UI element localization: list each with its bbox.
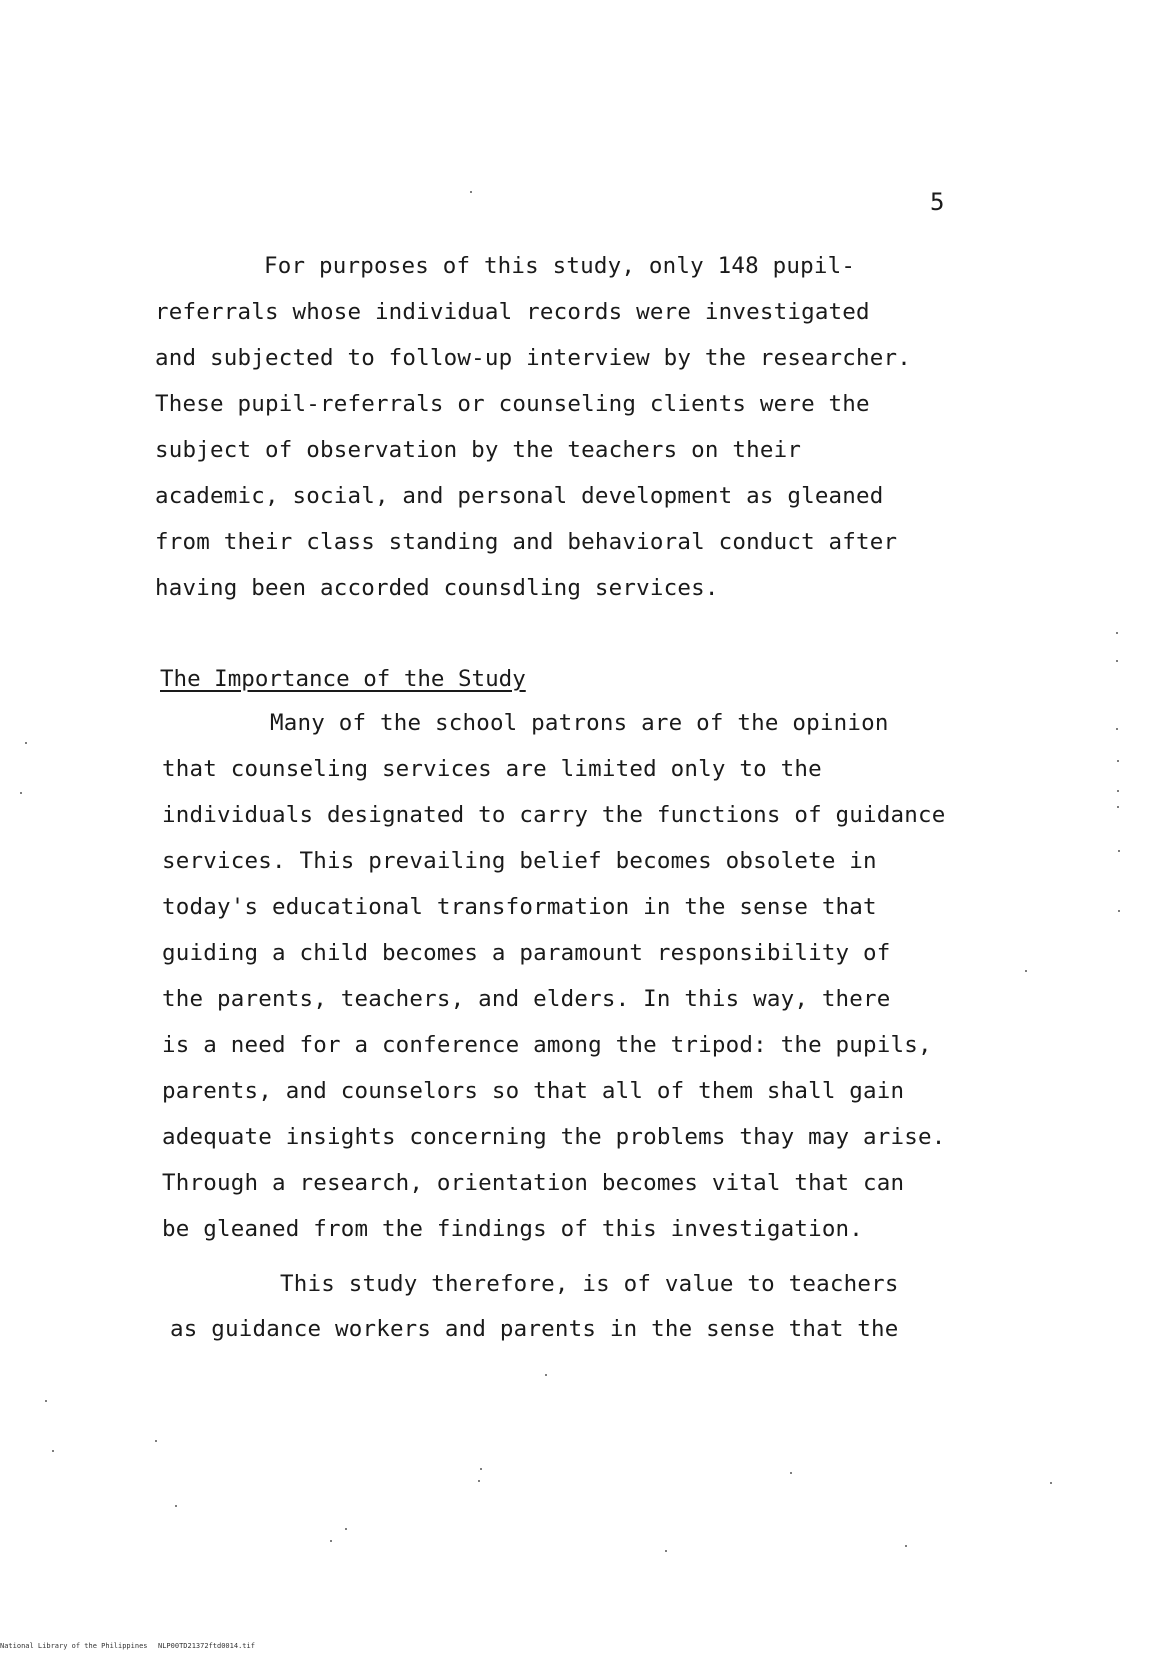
scan-speck: [20, 792, 22, 794]
scan-speck: [1050, 1482, 1052, 1484]
scan-speck: [665, 1550, 667, 1552]
text-line: from their class standing and behavioral conduct after: [155, 529, 898, 555]
page-number: 5: [930, 188, 945, 216]
scan-speck: [1117, 760, 1119, 762]
scan-speck: [1117, 806, 1119, 808]
scan-speck: [1118, 850, 1120, 852]
scan-speck: [1116, 728, 1118, 730]
text-line: adequate insights concerning the problems thay may arise.: [162, 1124, 946, 1150]
footer-library: National Library of the Philippines: [0, 1642, 148, 1650]
scan-speck: [1116, 632, 1118, 634]
footer-file-id: NLP00TD21372ftd0014.tif: [158, 1642, 255, 1650]
text-line: is a need for a conference among the tripod: the pupils,: [162, 1032, 932, 1058]
scan-speck: [1118, 910, 1120, 912]
text-line: These pupil-referrals or counseling clients were the: [155, 391, 870, 417]
text-line: guiding a child becomes a paramount responsibility of: [162, 940, 891, 966]
scan-speck: [345, 1528, 347, 1530]
text-line: subject of observation by the teachers on their: [155, 437, 802, 463]
text-line: For purposes of this study, only 148 pupil-: [264, 253, 856, 279]
text-line: that counseling services are limited only to the: [162, 756, 822, 782]
scan-speck: [45, 1400, 47, 1402]
scan-speck: [905, 1545, 907, 1547]
text-line: Many of the school patrons are of the opinion: [270, 710, 889, 736]
text-line: services. This prevailing belief becomes obsolete in: [162, 848, 877, 874]
scan-speck: [545, 1374, 547, 1376]
scan-speck: [330, 1540, 332, 1542]
text-line: referrals whose individual records were investigated: [155, 299, 870, 325]
scan-speck: [480, 1468, 482, 1470]
scan-speck: [175, 1505, 177, 1507]
text-line: academic, social, and personal development as gleaned: [155, 483, 884, 509]
text-line: This study therefore, is of value to teachers: [280, 1271, 899, 1297]
scan-speck: [478, 1480, 480, 1482]
text-line: be gleaned from the findings of this investigation.: [162, 1216, 864, 1242]
text-line: as guidance workers and parents in the sense that the: [170, 1316, 899, 1342]
scan-speck: [25, 742, 27, 744]
text-line: and subjected to follow-up interview by the researcher.: [155, 345, 912, 371]
scan-speck: [790, 1472, 792, 1474]
text-line: today's educational transformation in the sense that: [162, 894, 877, 920]
scan-speck: [52, 1450, 54, 1452]
text-line: Through a research, orientation becomes vital that can: [162, 1170, 905, 1196]
scan-speck: [470, 191, 472, 193]
text-line: parents, and counselors so that all of them shall gain: [162, 1078, 905, 1104]
scan-speck: [1117, 790, 1119, 792]
text-line: having been accorded counsdling services.: [155, 575, 719, 601]
scan-speck: [155, 1440, 157, 1442]
section-heading: The Importance of the Study: [160, 666, 526, 692]
text-line: the parents, teachers, and elders. In this way, there: [162, 986, 891, 1012]
scan-speck: [1116, 660, 1118, 662]
scan-speck: [1025, 970, 1027, 972]
text-line: individuals designated to carry the functions of guidance: [162, 802, 946, 828]
